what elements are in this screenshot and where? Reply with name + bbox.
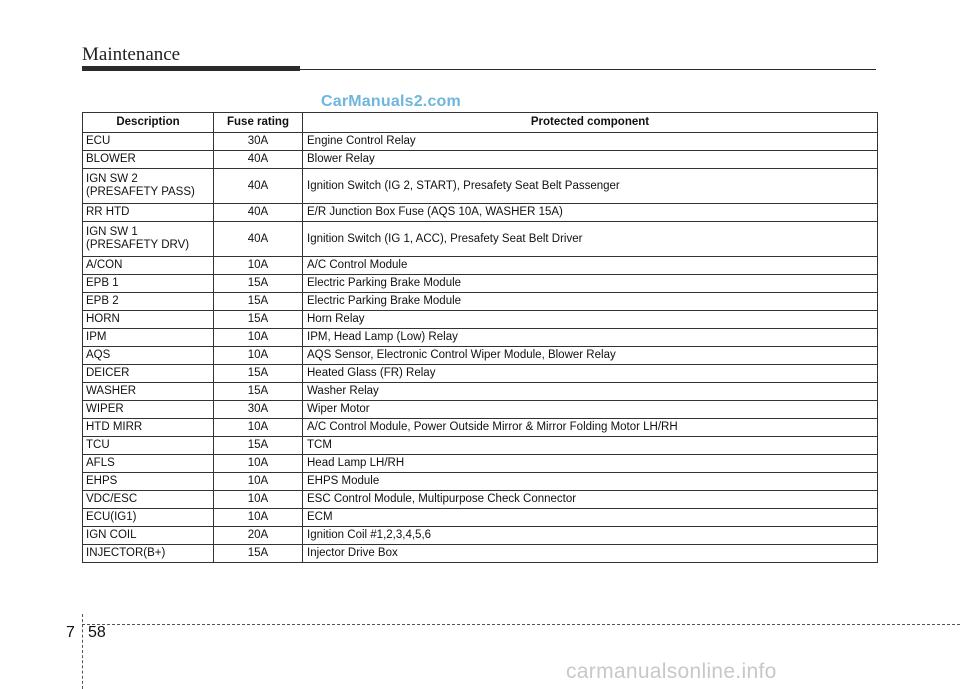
protected-component: Wiper Motor bbox=[303, 401, 878, 419]
fuse-rating: 10A bbox=[214, 491, 303, 509]
watermark-top: CarManuals2.com bbox=[321, 93, 461, 110]
table-row bbox=[83, 491, 878, 509]
fuse-rating: 40A bbox=[214, 169, 303, 204]
table-row bbox=[83, 527, 878, 545]
fuse-description-text: EPB 1 bbox=[86, 277, 119, 289]
table-row bbox=[83, 347, 878, 365]
header-rule-thin bbox=[300, 69, 876, 70]
protected-component: Heated Glass (FR) Relay bbox=[303, 365, 878, 383]
fuse-description-text: BLOWER bbox=[86, 153, 136, 165]
fuse-description-text: HORN bbox=[86, 313, 120, 325]
table-row bbox=[83, 169, 878, 204]
column-header-protected-component: Protected component bbox=[303, 113, 878, 133]
fuse-description bbox=[83, 419, 214, 437]
table-row bbox=[83, 329, 878, 347]
fuse-description bbox=[83, 257, 214, 275]
fuse-rating: 10A bbox=[214, 347, 303, 365]
fuse-description bbox=[83, 293, 214, 311]
table-row bbox=[83, 222, 878, 257]
fuse-description bbox=[83, 527, 214, 545]
fuse-rating: 10A bbox=[214, 257, 303, 275]
watermark-bottom: carmanualsonline.info bbox=[566, 660, 777, 683]
fuse-description-text: VDC/ESC bbox=[86, 493, 138, 505]
table-row bbox=[83, 311, 878, 329]
fuse-description-text: TCU bbox=[86, 439, 110, 451]
table-row bbox=[83, 204, 878, 222]
section-title: Maintenance bbox=[82, 44, 181, 65]
fuse-description bbox=[83, 491, 214, 509]
fuse-description-text: IGN COIL bbox=[86, 529, 137, 541]
table-row bbox=[83, 383, 878, 401]
fuse-description bbox=[83, 347, 214, 365]
table-row bbox=[83, 257, 878, 275]
fuse-description bbox=[83, 133, 214, 151]
protected-component: Ignition Switch (IG 2, START), Presafety Seat Belt Passenger bbox=[303, 169, 878, 204]
fuse-rating: 40A bbox=[214, 151, 303, 169]
fuse-description-text: ECU bbox=[86, 135, 111, 147]
protected-component: Electric Parking Brake Module bbox=[303, 293, 878, 311]
fuse-description-text: DEICER bbox=[86, 367, 130, 379]
fuse-rating: 20A bbox=[214, 527, 303, 545]
fuse-description bbox=[83, 169, 214, 204]
protected-component: Washer Relay bbox=[303, 383, 878, 401]
table-row bbox=[83, 151, 878, 169]
fuse-description-text: IPM bbox=[86, 331, 107, 343]
chapter-number: 7 bbox=[66, 624, 75, 641]
fuse-description-text: A/CON bbox=[86, 259, 123, 271]
table-row bbox=[83, 293, 878, 311]
fuse-rating: 30A bbox=[214, 401, 303, 419]
fuse-description-text: AQS bbox=[86, 349, 111, 361]
fuse-rating: 10A bbox=[214, 473, 303, 491]
table-row bbox=[83, 401, 878, 419]
fuse-rating: 30A bbox=[214, 133, 303, 151]
protected-component: Injector Drive Box bbox=[303, 545, 878, 563]
fuse-rating: 10A bbox=[214, 509, 303, 527]
fuse-rating: 15A bbox=[214, 311, 303, 329]
table-row bbox=[83, 473, 878, 491]
protected-component: A/C Control Module bbox=[303, 257, 878, 275]
table-header-row bbox=[83, 113, 878, 133]
fuse-description bbox=[83, 437, 214, 455]
fuse-description bbox=[83, 383, 214, 401]
column-header-description: Description bbox=[83, 113, 214, 133]
protected-component: Head Lamp LH/RH bbox=[303, 455, 878, 473]
protected-component: Blower Relay bbox=[303, 151, 878, 169]
fuse-description bbox=[83, 509, 214, 527]
table-row bbox=[83, 365, 878, 383]
fuse-description-text: AFLS bbox=[86, 457, 115, 469]
protected-component: IPM, Head Lamp (Low) Relay bbox=[303, 329, 878, 347]
protected-component: A/C Control Module, Power Outside Mirror & Mirror Folding Motor LH/RH bbox=[303, 419, 878, 437]
page-vertical-guide bbox=[82, 614, 83, 689]
fuse-description-text: HTD MIRR bbox=[86, 421, 143, 433]
table-row bbox=[83, 437, 878, 455]
fuse-description bbox=[83, 311, 214, 329]
fuse-description-text: INJECTOR(B+) bbox=[86, 547, 166, 559]
fuse-description-text: WIPER bbox=[86, 403, 124, 415]
table-row bbox=[83, 419, 878, 437]
fuse-description-text: IGN SW 2 (PRESAFETY PASS) bbox=[86, 173, 195, 198]
fuse-description-text: EHPS bbox=[86, 475, 118, 487]
table-row bbox=[83, 133, 878, 151]
fuse-rating: 10A bbox=[214, 329, 303, 347]
fuse-rating: 15A bbox=[214, 365, 303, 383]
page-horizontal-guide bbox=[82, 624, 960, 625]
protected-component: ESC Control Module, Multipurpose Check Connector bbox=[303, 491, 878, 509]
protected-component: Electric Parking Brake Module bbox=[303, 275, 878, 293]
fuse-description bbox=[83, 401, 214, 419]
fuse-rating: 10A bbox=[214, 419, 303, 437]
fuse-description bbox=[83, 275, 214, 293]
protected-component: EHPS Module bbox=[303, 473, 878, 491]
header-rule-thick bbox=[82, 66, 300, 71]
protected-component: Ignition Switch (IG 1, ACC), Presafety Seat Belt Driver bbox=[303, 222, 878, 257]
fuse-description bbox=[83, 329, 214, 347]
fuse-rating: 15A bbox=[214, 383, 303, 401]
table-row bbox=[83, 275, 878, 293]
protected-component: Engine Control Relay bbox=[303, 133, 878, 151]
protected-component: Ignition Coil #1,2,3,4,5,6 bbox=[303, 527, 878, 545]
fuse-table bbox=[82, 112, 878, 563]
fuse-description-text: IGN SW 1 (PRESAFETY DRV) bbox=[86, 226, 190, 251]
fuse-description-text: EPB 2 bbox=[86, 295, 119, 307]
fuse-rating: 10A bbox=[214, 455, 303, 473]
fuse-description bbox=[83, 365, 214, 383]
fuse-description bbox=[83, 473, 214, 491]
fuse-rating: 15A bbox=[214, 545, 303, 563]
table-row bbox=[83, 455, 878, 473]
table-row bbox=[83, 509, 878, 527]
fuse-description-text: WASHER bbox=[86, 385, 137, 397]
column-header-fuse-rating: Fuse rating bbox=[214, 113, 303, 133]
fuse-table-body bbox=[83, 133, 878, 563]
protected-component: E/R Junction Box Fuse (AQS 10A, WASHER 15A) bbox=[303, 204, 878, 222]
protected-component: ECM bbox=[303, 509, 878, 527]
fuse-description bbox=[83, 204, 214, 222]
fuse-rating: 15A bbox=[214, 293, 303, 311]
fuse-description-text: RR HTD bbox=[86, 206, 130, 218]
fuse-rating: 15A bbox=[214, 437, 303, 455]
fuse-rating: 40A bbox=[214, 222, 303, 257]
fuse-rating: 15A bbox=[214, 275, 303, 293]
fuse-description bbox=[83, 545, 214, 563]
fuse-rating: 40A bbox=[214, 204, 303, 222]
fuse-description bbox=[83, 151, 214, 169]
page-number: 58 bbox=[88, 624, 106, 641]
fuse-description bbox=[83, 222, 214, 257]
protected-component: TCM bbox=[303, 437, 878, 455]
protected-component: AQS Sensor, Electronic Control Wiper Module, Blower Relay bbox=[303, 347, 878, 365]
protected-component: Horn Relay bbox=[303, 311, 878, 329]
table-row bbox=[83, 545, 878, 563]
fuse-description-text: ECU(IG1) bbox=[86, 511, 137, 523]
fuse-description bbox=[83, 455, 214, 473]
